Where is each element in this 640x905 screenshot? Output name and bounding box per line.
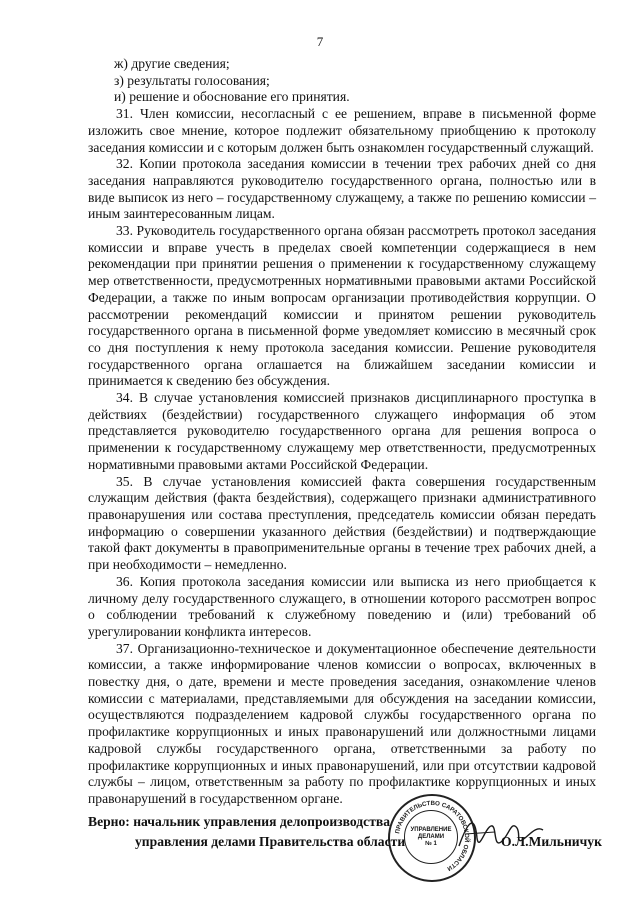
paragraph-item-zh: ж) другие сведения; [114, 56, 230, 71]
svg-text:ПРАВИТЕЛЬСТВО САРАТОВСКОЙ ОБЛА: ПРАВИТЕЛЬСТВО САРАТОВСКОЙ ОБЛАСТИ [394, 799, 471, 872]
stamp-center-line1: УПРАВЛЕНИЕ [410, 826, 452, 833]
signatory-name: О.Л.Мильничук [501, 834, 602, 849]
certification-block [88, 812, 608, 852]
paragraph-item-z: з) результаты голосования; [114, 72, 270, 88]
stamp-center-line2: ДЕЛАМИ [417, 833, 445, 840]
paragraph-33: 33. Руководитель государственного органа обязан рассмотреть протокол заседания комиссии и вправе учесть в пределах своей компетенции содержащиеся в нем рекомендации при принятии решения о применении к государственному служащему мер ответственности, предусмотренных нормативными правовыми актами Российской Федерации, а также по иным вопросам организации противодействия коррупции. О рассмотрении рекомендаций комиссии и принятом решении руководитель государственного органа в письменной форме уведомляет комиссию в месячный срок со дня поступления к нему протокола заседания комиссии. Решение руководителя государственного органа оглашается на ближайшем заседании комиссии и принимается к сведению без обсуждения. [88, 223, 596, 389]
document-body [88, 56, 596, 808]
stamp-center-line3: № 1 [425, 840, 437, 847]
signature-title-line1: Верно: начальник управления делопроизводства [88, 814, 391, 829]
paragraph-item-i: и) решение и обоснование его принятия. [114, 89, 350, 105]
paragraph-34: 34. В случае установления комиссией признаков дисциплинарного проступка в действиях (бездействии) государственного служащего информация об этом представляется руководителю государственного органа для решения вопроса о применении к государственному служащему мер ответственности, предусмотренных нормативными правовыми актами Российской Федерации. [88, 390, 596, 472]
page-number: 7 [316, 34, 324, 49]
paragraph-36: 36. Копия протокола заседания комиссии или выписка из него приобщается к личному делу государственного служащего, в отношении которого рассмотрен вопрос о соблюдении требований к служебному поведению и (или) требований об урегулировании конфликта интересов. [88, 573, 596, 639]
paragraph-37: 37. Организационно-техническое и документационное обеспечение деятельности комиссии, а также информирование членов комиссии о вопросах, включенных в повестку дня, о дате, времени и месте проведения заседания, ознакомление членов комиссии с материалами, представляемыми для обсуждения на заседании комиссии, осуществляются подразделением кадровой службы государственного органа по профилактике коррупционных и иных правонарушений или должностными лицами кадровой службы государственного органа, ответственными за работу по профилактике коррупционных и иных правонарушений, или при отсутствии кадровой службы – лицом, ответственным за работу по профилактике коррупционных и иных правонарушений в государственном органе. [88, 640, 596, 806]
paragraph-32: 32. Копии протокола заседания комиссии в течении трех рабочих дней со дня заседания направляются руководителю государственного органа, полностью или в виде выписок из него – государственному служащему, а также по решению комиссии – иным заинтересованным лицам. [88, 156, 596, 222]
paragraph-35: 35. В случае установления комиссией факта совершения государственным служащим действия (факта бездействия), содержащего признаки административного правонарушения или состава преступления, председатель комиссии обязан передать информацию о совершении указанного действия (бездействии) и подтверждающие такой факт документы в правоприменительные органы в течение трех рабочих дней, а при необходимости – немедленно. [88, 473, 596, 573]
signature-title-line2: управления делами Правительства области [135, 834, 406, 849]
paragraph-31: 31. Член комиссии, несогласный с ее решением, вправе в письменной форме изложить свое мнение, которое подлежит обязательному приобщению к протоколу заседания комиссии и с которым должен быть ознакомлен государственный служащий. [88, 106, 596, 155]
